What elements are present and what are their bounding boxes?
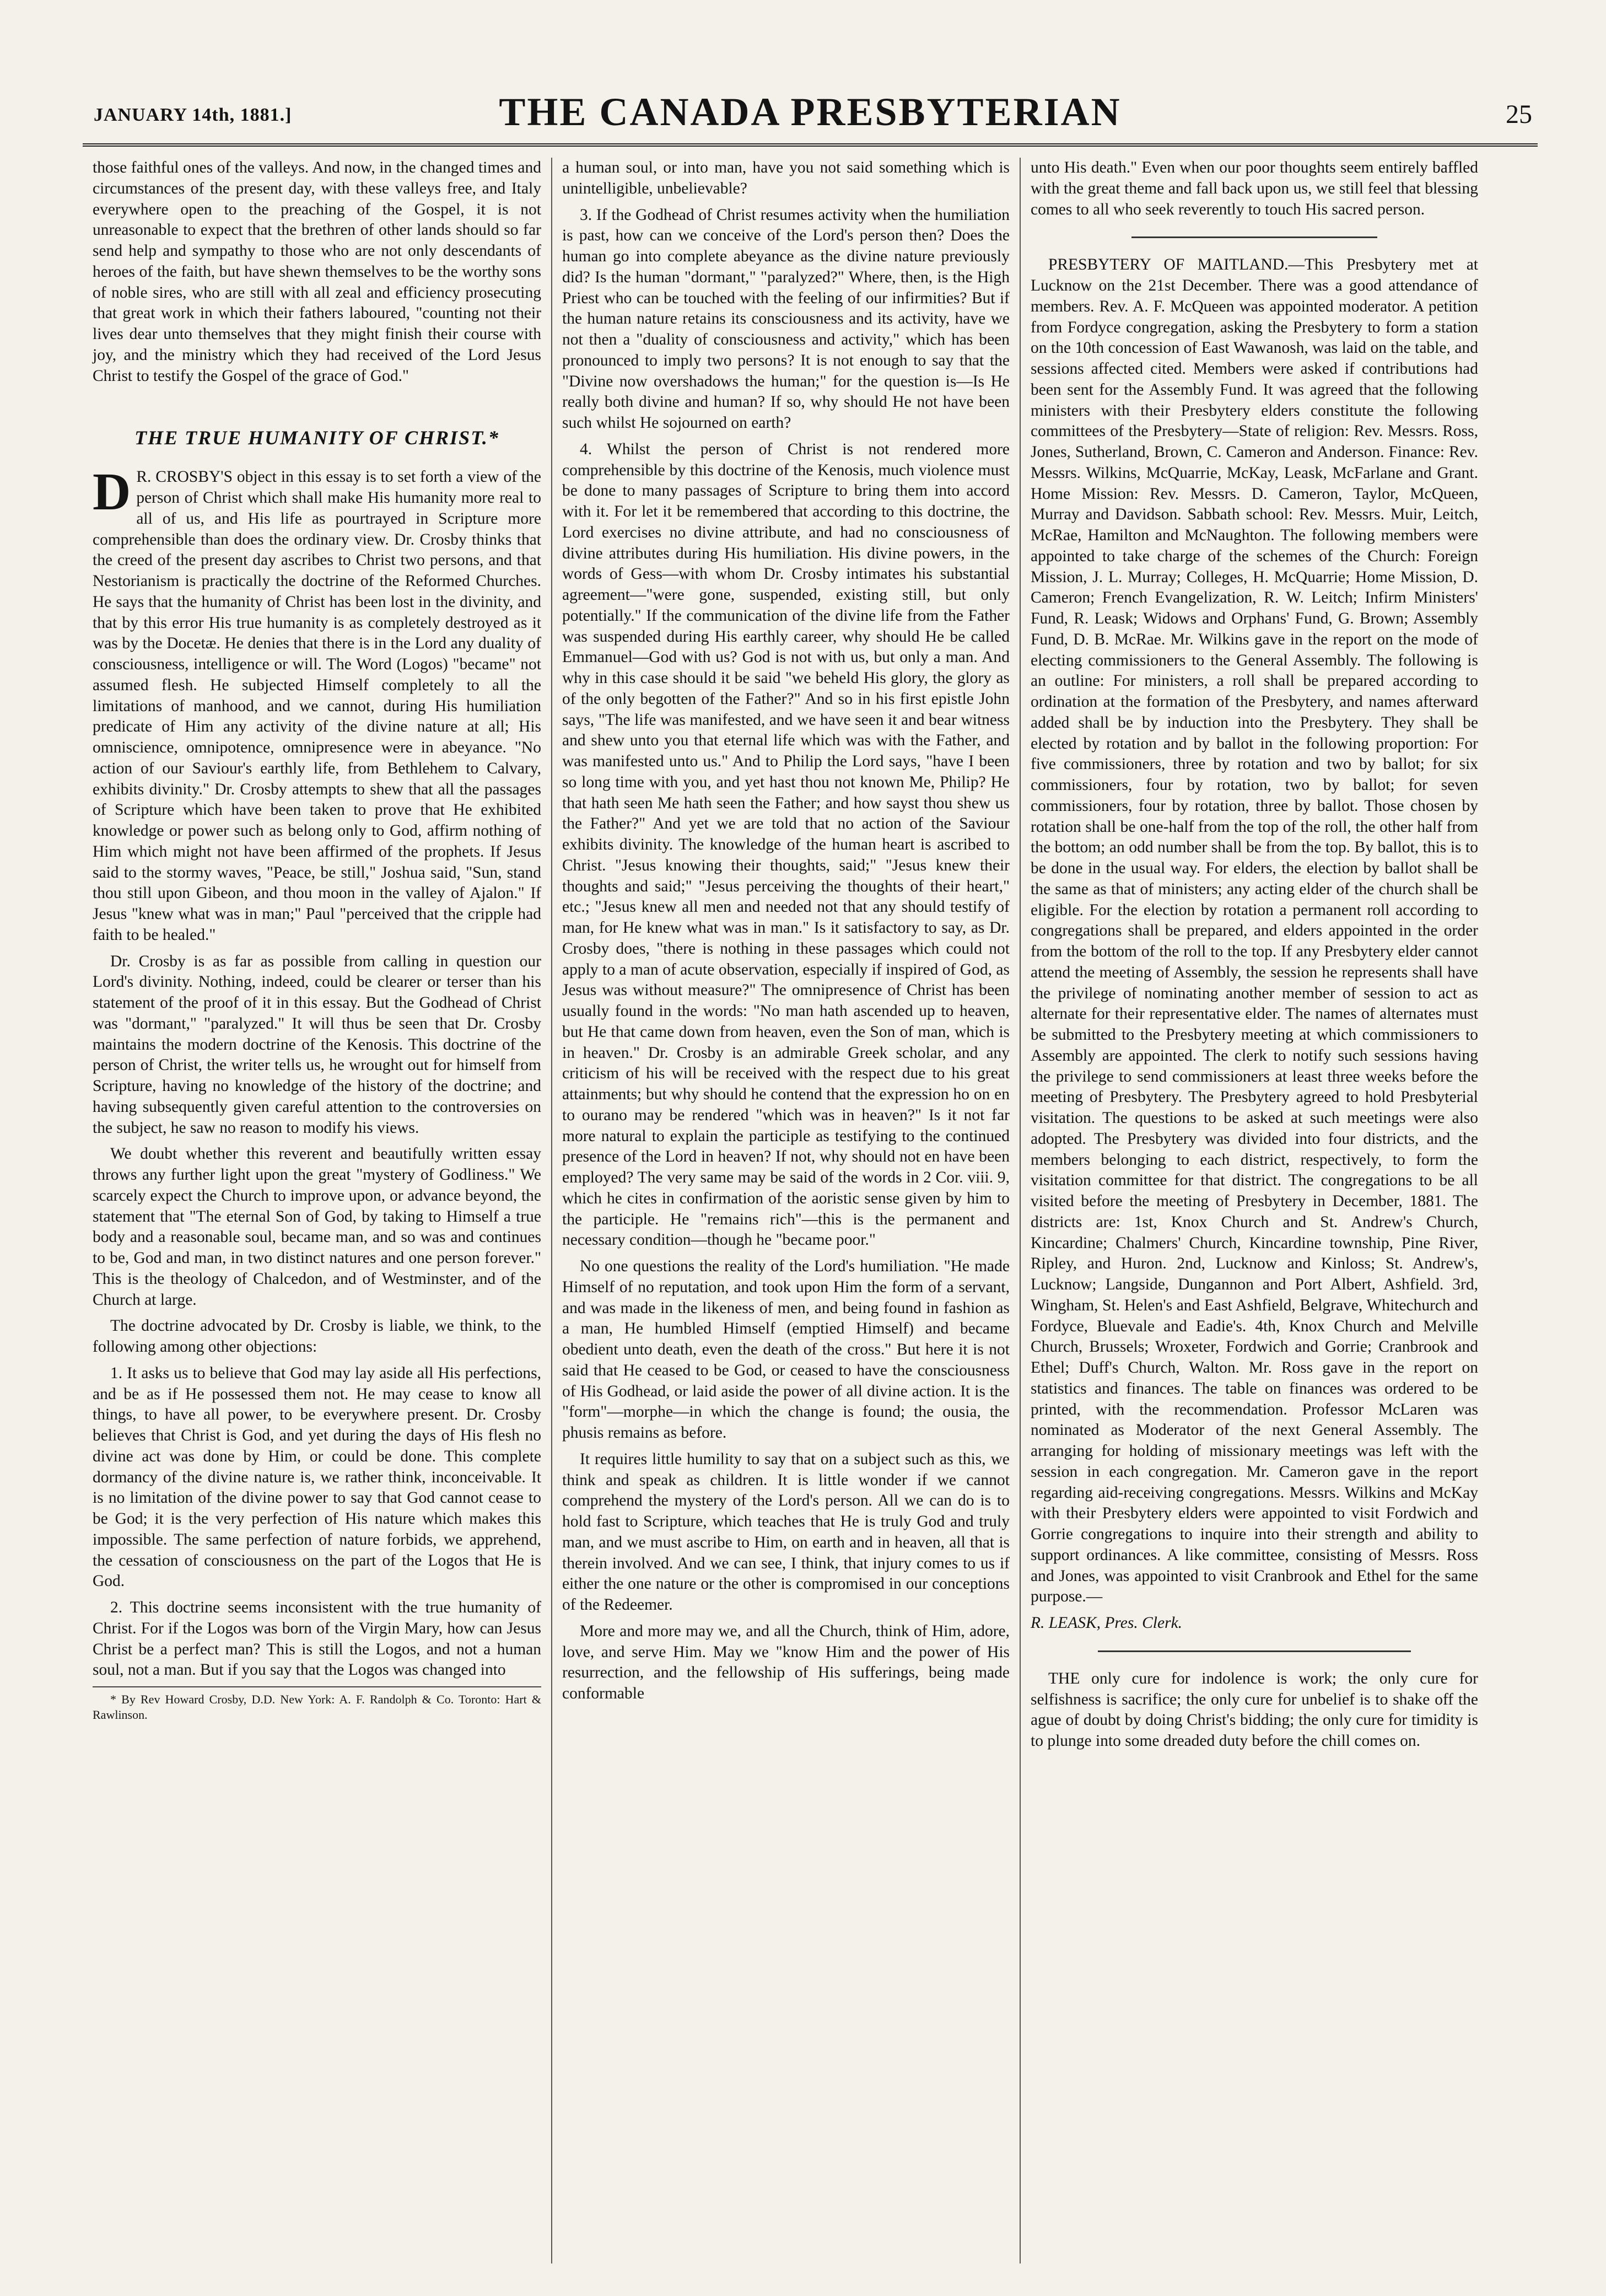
paragraph: It requires little humility to say that on a subject such as this, we think and speak as children. It is little wonder if we cannot comprehend the mystery of the Lord's person. All we can do is to hold fast to Scripture, which teaches that He is truly God and truly man, and we must ascribe to Him, on earth and in heaven, all that is therein involved. And we can see, I think, that injury comes to us if either the one nature or the other is compromised in our conceptions of the Redeemer.	[562, 1450, 1010, 1614]
signature: R. LEASK, Pres. Clerk.	[1031, 1614, 1183, 1632]
issue-date: JANUARY 14th, 1881.]	[94, 105, 292, 125]
section-divider	[1131, 236, 1378, 238]
article-opening	[93, 462, 541, 945]
paragraph: 4. Whilst the person of Christ is not rendered more comprehensible by this doctrine of the Kenosis, much violence must be done to many passages of Scripture to bring them into accord with it. For let it be remembered that according to this doctrine, the Lord exercises no divine attribute, and had no consciousness of divine attributes during His humiliation. His divine powers, in the words of Gess—with whom Dr. Crosby intimates his substantial agreement—"were gone, suspended, existing still, but only potentially." If the communication of the divine life from the Father was suspended during His earthly career, why should He be called Emmanuel—God with us? God is not with us, but only a man. And why in this case should it be said "we beheld His glory, the glory as of the only begotten of the Father?" And so in his first epistle John says, "The life was manifested, and we have seen it and bear witness and shew unto you that eternal life which was with the Father, and was manifested unto us." And to Philip the Lord says, "have I been so long time with you, and yet hast thou not known Me, Philip? He that hath seen Me hath seen the Father; and how sayst thou shew us the Father?" And yet we are told that no action of the Saviour exhibits divinity. The knowledge of the human heart is ascribed to Christ. "Jesus knowing their thoughts, said;" "Jesus knew their thoughts and said;" "Jesus perceiving the thoughts of their heart," etc.; "Jesus knew all men and needed not that any should testify of man, for He knew what was in man." Is it satisfactory to say, as Dr. Crosby does, "there is nothing in these passages which could not apply to a man of acute observation, especially if inspired of God, as Jesus was without measure?" The omnipresence of Christ has been usually found in the words: "No man hath ascended up to heaven, but He that came down from heaven, even the Son of man, which is in heaven." Dr. Crosby is an admirable Greek scholar, and any criticism of his will be received with the respect due to his great attainments; but why should he contend that the expression ho on en to ourano may be rendered "which was in heaven?" Is it not far more natural to explain the participle as testifying to the continued presence of the Lord in heaven? If not, why should not en have been employed? The very same may be said of the words in 2 Cor. viii. 9, which he cites in confirmation of the aoristic sense given by him to the participle. He "remains rich"—this is the permanent and necessary condition—though he "became poor."	[562, 440, 1010, 1249]
page-number: 25	[1506, 100, 1532, 129]
paragraph-text: R. CROSBY'S object in this essay is to set forth a view of the person of Christ which shall make His humanity more real to all of us, and His life as pourtrayed in Scripture more comprehensible than does the ordinary view. Dr. Crosby thinks that the creed of the present day ascribes to Christ two persons, and that Nestorianism is practically the doctrine of the Reformed Churches. He says that the humanity of Christ has been lost in the divinity, and that by this error His true humanity is as completely destroyed as it was by the Docetæ. He denies that there is in the Lord any duality of consciousness, intelligence or will. The Word (Logos) "became" not assumed flesh. He subjected Himself completely to all the limitations of manhood, and we cannot, during His humiliation predicate of Him any activity of the divine nature at all; His omniscience, omnipotence, omnipresence were in abeyance. "No action of our Saviour's earthly life, from Bethlehem to Calvary, exhibits divinity." Dr. Crosby attempts to shew that all the passages of Scripture which have been taken to prove that He exhibited knowledge or power such as belong only to God, affirm nothing of Him which might not have been affirmed of the prophets. If Jesus said to the stormy waves, "Peace, be still," Joshua said, "Sun, stand thou still upon Gibeon, and thou moon in the valley of Ajalon." If Jesus "knew what was in man;" Paul "perceived that the cripple had faith to be healed."	[93, 468, 541, 944]
column-1	[83, 158, 551, 2263]
drop-cap: D	[93, 462, 131, 521]
columns	[83, 158, 1538, 2263]
paragraph: No one questions the reality of the Lord's humiliation. "He made Himself of no reputation, and took upon Him the form of a servant, and was made in the likeness of men, and being found in fashion as a man, He humbled Himself (emptied Himself) and became obedient unto death, even the death of the cross." But here it is not said that He ceased to be God, or ceased to have the consciousness of His Godhead, or laid aside the power of all divine action. It is the "form"—morphe—in which the change is found; the ousia, the phusis remains as before.	[562, 1257, 1010, 1442]
paragraph: We doubt whether this reverent and beautifully written essay throws any further light upon the great "mystery of Godliness." We scarcely expect the Church to improve upon, or advance beyond, the statement that "The eternal Son of God, by taking to Himself a true body and a reasonable soul, became man, and so was and continues to be, God and man, in two distinct natures and one person forever." This is the theology of Chalcedon, and of Westminster, and of the Church at large.	[93, 1145, 541, 1309]
newspaper-title: THE CANADA PRESBYTERIAN	[499, 90, 1122, 134]
paragraph: 3. If the Godhead of Christ resumes activity when the humiliation is past, how can we conceive of the Lord's person then? Does the human go into complete abeyance as the divine nature previously did? Is the human "dormant," "paralyzed?" Where, then, is the High Priest who can be touched with the feeling of our infirmities? But if the human nature retains its consciousness and its activity, have we not then a "duality of consciousness and activity," which has been pronounced to imply two persons? It is not enough to say that the "Divine now overshadows the human;" for the question is—Is He really both divine and human? If so, why should He not have been such whilst He sojourned on earth?	[562, 206, 1010, 432]
paragraph: a human soul, or into man, have you not said something which is unintelligible, unbelievable?	[562, 159, 1010, 197]
presbytery-report: PRESBYTERY OF MAITLAND.—This Presbytery met at Lucknow on the 21st December. There was a good attendance of members. Rev. A. F. McQueen was appointed moderator. A petition from Fordyce congregation, asking the Presbytery to form a station on the 10th concession of East Wawanosh, was laid on the table, and sessions affected cited. Members were asked if contributions had been sent for the Assembly Fund. It was agreed that the following ministers with their Presbytery elders constitute the following committees of the Presbytery—State of religion: Rev. Messrs. Ross, Jones, Sutherland, Brown, C. Cameron and Anderson. Finance: Rev. Messrs. Wilkins, McQuarrie, McKay, Leask, McFarlane and Grant. Home Mission: Rev. Messrs. D. Cameron, Taylor, McQueen, Murray and Davidson. Sabbath school: Rev. Messrs. Muir, Leitch, McRae, Hamilton and McNaughton. The following members were appointed to take charge of the schemes of the Church: Foreign Mission, J. L. Murray; Colleges, H. McQuarrie; Home Mission, D. Cameron; French Evangelization, R. W. Leitch; Infirm Ministers' Fund, R. Leask; Widows and Orphans' Fund, G. Brown; Assembly Fund, D. B. McRae. Mr. Wilkins gave in the report on the mode of electing commissioners to the General Assembly. The following is an outline: For ministers, a roll shall be prepared according to ordination at the formation of the Presbytery, and names afterward added shall be by induction into the Presbytery. They shall be elected by rotation and by ballot in the following proportion: For five commissioners, three by rotation and two by ballot; for six commissioners, four by rotation, two by ballot; for seven commissioners, four by rotation, three by ballot. Those chosen by rotation shall be one-half from the top of the roll, the other half from the bottom; an odd number shall be from the top. By ballot, this is to be done in the usual way. For elders, the election by ballot shall be the same as that of ministers; any acting elder of the church shall be eligible. For the election by rotation a permanent roll according to congregations shall be prepared, and elders appointed in the order from the bottom of the roll to the top. If any Presbytery elder cannot attend the meeting of Assembly, the session he represents shall have the privilege of nominating another member of session to act as alternate for their representative elder. The names of alternates must be submitted to the Presbytery meeting at which commissioners to Assembly are appointed. The clerk to notify such sessions having the privilege to send commissioners at least three weeks before the meeting of Presbytery. The Presbytery agreed to hold Presbyterial visitation. The questions to be asked at such meetings were also adopted. The Presbytery was divided into four districts, and the members belonging to each district, respectively, to form the visitation committee for that district. The congregations to be all visited before the meeting of Presbytery in December, 1881. The districts are: 1st, Knox Church and St. Andrew's Church, Kincardine; Chalmers' Church, Kincardine township, Pine River, Ripley, and Huron. 2nd, Lucknow and Kinloss; St. Andrew's, Lucknow; Langside, Dungannon and Port Albert, Ashfield. 3rd, Wingham, St. Helen's and East Ashfield, Belgrave, Whitechurch and Fordyce, Bluevale and Eadie's. 4th, Knox Church and Melville Church, Brussels; Wroxeter, Fordwich and Gorrie; Cranbrook and Ethel; Duff's Church, Walton. Mr. Ross gave in the report on statistics and finances. The table on finances was ordered to be printed, with the recommendation. Professor McLaren was nominated as Moderator of the next General Assembly. The arranging for holding of missionary meetings was left with the session in each congregation. Mr. Cameron gave in the report regarding aid-receiving congregations. Messrs. Wilkins and McKay with their Presbytery elders were appointed to visit Fordwich and Gorrie congregations to inquire into their strength and ability to support ordinances. A like committee, consisting of Messrs. Ross and Jones, was appointed to visit Cranbrook and Ethel for the same purpose.—	[1031, 256, 1478, 1606]
paragraph: The doctrine advocated by Dr. Crosby is liable, we think, to the following among other objections:	[93, 1317, 541, 1356]
paragraph: More and more may we, and all the Church, think of Him, adore, love, and serve Him. May we "know Him and the power of His resurrection, and the fellowship of His sufferings, being made conformable	[562, 1622, 1010, 1702]
column-3	[1020, 158, 1488, 2263]
paragraph: 1. It asks us to believe that God may lay aside all His perfections, and be as if He possessed them not. He may cease to know all things, to have all power, to be everywhere present. Dr. Crosby believes that Christ is God, and yet during the days of His flesh no divine act was done by Him, or could be done. This complete dormancy of the divine nature is, we rather think, inconceivable. It is no limitation of the divine power to say that God cannot cease to be God; it is the very perfection of His nature which makes this impossible. The same perfection of nature forbids, we apprehend, the cessation of consciousness on the part of the Logos that He is God.	[93, 1364, 541, 1590]
article-title: THE TRUE HUMANITY OF CHRIST.*	[134, 427, 499, 449]
paragraph: Dr. Crosby is as far as possible from calling in question our Lord's divinity. Nothing, indeed, could be clearer or terser than his statement of the proof of it in this essay. But the Godhead of Christ was "dormant," "paralyzed." It will thus be seen that Dr. Crosby maintains the modern doctrine of the Kenosis. This doctrine of the person of Christ, the writer tells us, he wrought out for himself from Scripture, having no knowledge of the history of the doctrine; and having subsequently given careful attention to the controversies on the subject, he saw no reason to modify his views.	[93, 952, 541, 1137]
page-header	[83, 83, 1538, 147]
paragraph: unto His death." Even when our poor thoughts seem entirely baffled with the great theme and fall back upon us, we still feel that blessing comes to all who seek reverently to touch His sacred person.	[1031, 159, 1478, 218]
paragraph: 2. This doctrine seems inconsistent with the true humanity of Christ. For if the Logos was born of the Virgin Mary, how can Jesus Christ be a perfect man? This is still the Logos, and not a human soul, not a man. But if you say that the Logos was changed into	[93, 1599, 541, 1679]
newspaper-page	[83, 83, 1538, 2266]
column-2	[551, 158, 1020, 2263]
section-divider	[1098, 1650, 1411, 1652]
footnote: * By Rev Howard Crosby, D.D. New York: A. F. Randolph & Co. Toronto: Hart & Rawlinson.	[93, 1686, 541, 1722]
paragraph: those faithful ones of the valleys. And now, in the changed times and circumstances of the present day, with these valleys free, and Italy everywhere open to the preaching of the Gospel, it is not unreasonable to expect that the brethren of other lands should so far send help and sympathy to those who are not only descendants of heroes of the faith, but have shewn themselves to be the worthy sons of noble sires, who are still with all zeal and efficiency prosecuting that great work in which their fathers laboured, "counting not their lives dear unto themselves that they might finish their course with joy, and the ministry which they had received of the Lord Jesus Christ to testify the Gospel of the grace of God."	[93, 159, 541, 385]
paragraph: THE only cure for indolence is work; the only cure for selfishness is sacrifice; the only cure for unbelief is to shake off the ague of doubt by doing Christ's bidding; the only cure for timidity is to plunge into some dreaded duty before the chill comes on.	[1031, 1669, 1478, 1750]
